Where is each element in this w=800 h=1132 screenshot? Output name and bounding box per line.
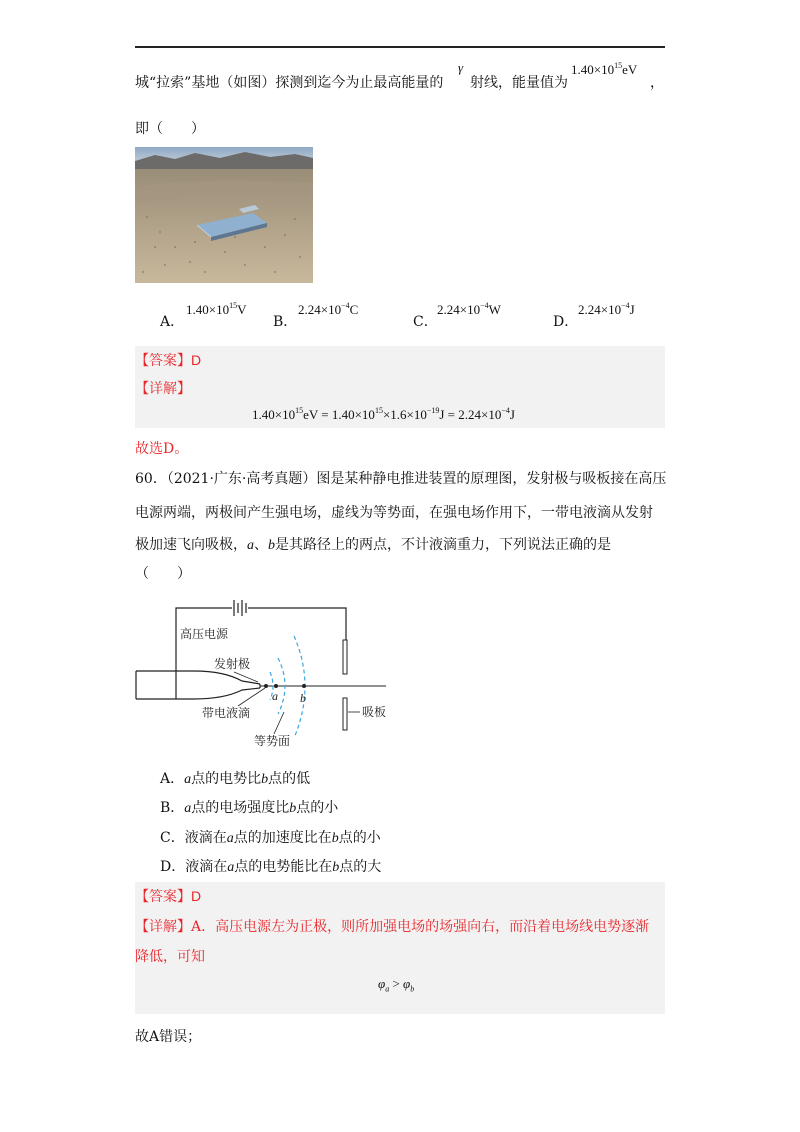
label-point-b: b: [300, 691, 306, 705]
header-rule: [135, 46, 665, 48]
q60-detail-line1: 【详解】A．高压电源左为正极，则所加强电场的场强向右，而沿着电场线电势逐渐: [135, 919, 650, 935]
q60-option-b[interactable]: B．a点的电场强度比b点的小: [160, 800, 339, 816]
q60-answer-box: [135, 882, 665, 1014]
q60-conclusion: 故A错误；: [135, 1029, 202, 1045]
q60-stem-line2: 电源两端，两极间产生强电场，虚线为等势面，在强电场作用下，一带电液滴从发射: [135, 505, 653, 521]
q60-formula: $\varphi_a > \varphi_b$: [378, 976, 415, 994]
q59-detail-label: 【详解】: [135, 381, 191, 397]
q60-stem-line4: （ ）: [135, 566, 191, 582]
label-equipotential: 等势面: [254, 734, 291, 748]
label-high-voltage-source: 高压电源: [180, 627, 229, 641]
q59-stem-text: 城“拉索”基地（如图）探测到迄今为止最高能量的: [135, 75, 444, 91]
q60-answer: 【答案】D: [135, 888, 202, 905]
q60-option-a[interactable]: A．a点的电势比b点的低: [160, 771, 311, 787]
gamma-symbol: γ: [458, 60, 464, 75]
lhaaso-base-photo: [135, 147, 313, 283]
q60-detail-line2: 降低，可知: [135, 949, 205, 965]
q60-option-c[interactable]: C．液滴在a点的加速度比在b点的小: [160, 830, 381, 846]
q59-option-c[interactable]: C．: [413, 314, 438, 330]
q60-stem-line1: 60．（2021·广东·高考真题）图是某种静电推进装置的原理图，发射极与吸板接在高压: [135, 471, 667, 487]
label-point-a: a: [272, 689, 278, 703]
q59-stem-line2: 即（ ）: [135, 121, 205, 137]
q60-option-d[interactable]: D．液滴在a点的电势能比在b点的大: [160, 859, 382, 875]
q59-answer: 【答案】D: [135, 352, 202, 369]
label-charged-droplet: 带电液滴: [202, 706, 251, 720]
q60-stem-line3: 极加速飞向吸极，a、b是其路径上的两点，不计液滴重力，下列说法正确的是: [135, 537, 611, 553]
q59-formula: $1.40\times 10^{15}eV = 1.40\times 10^{15}\times 1.6\times 10^{-19}J = 2.24\times 10^{-4}J$: [252, 406, 515, 422]
q59-energy-value: $1.40\times 10^{15}eV$: [571, 61, 638, 77]
q59-option-c-value: $2.24\times 10^{-4}W$: [437, 301, 501, 317]
q59-conclusion: 故选D。: [135, 441, 189, 457]
q59-comma: ，: [650, 75, 664, 91]
q59-option-a[interactable]: A．: [160, 314, 185, 330]
electrostatic-thruster-diagram: [134, 596, 390, 748]
label-emitter: 发射极: [214, 657, 251, 671]
label-absorber-plate: 吸板: [362, 705, 387, 719]
q59-option-a-value: $1.40\times 10^{15}V$: [186, 301, 247, 317]
q59-stem-suffix: 射线，能量值为: [470, 75, 568, 91]
q59-option-b-value: $2.24\times 10^{-4}C$: [298, 301, 359, 317]
q59-option-d[interactable]: D．: [553, 314, 579, 330]
q59-stem-line1: [135, 72, 443, 92]
q59-option-b[interactable]: B．: [273, 314, 298, 330]
q59-option-d-value: $2.24\times 10^{-4}J$: [578, 301, 635, 317]
